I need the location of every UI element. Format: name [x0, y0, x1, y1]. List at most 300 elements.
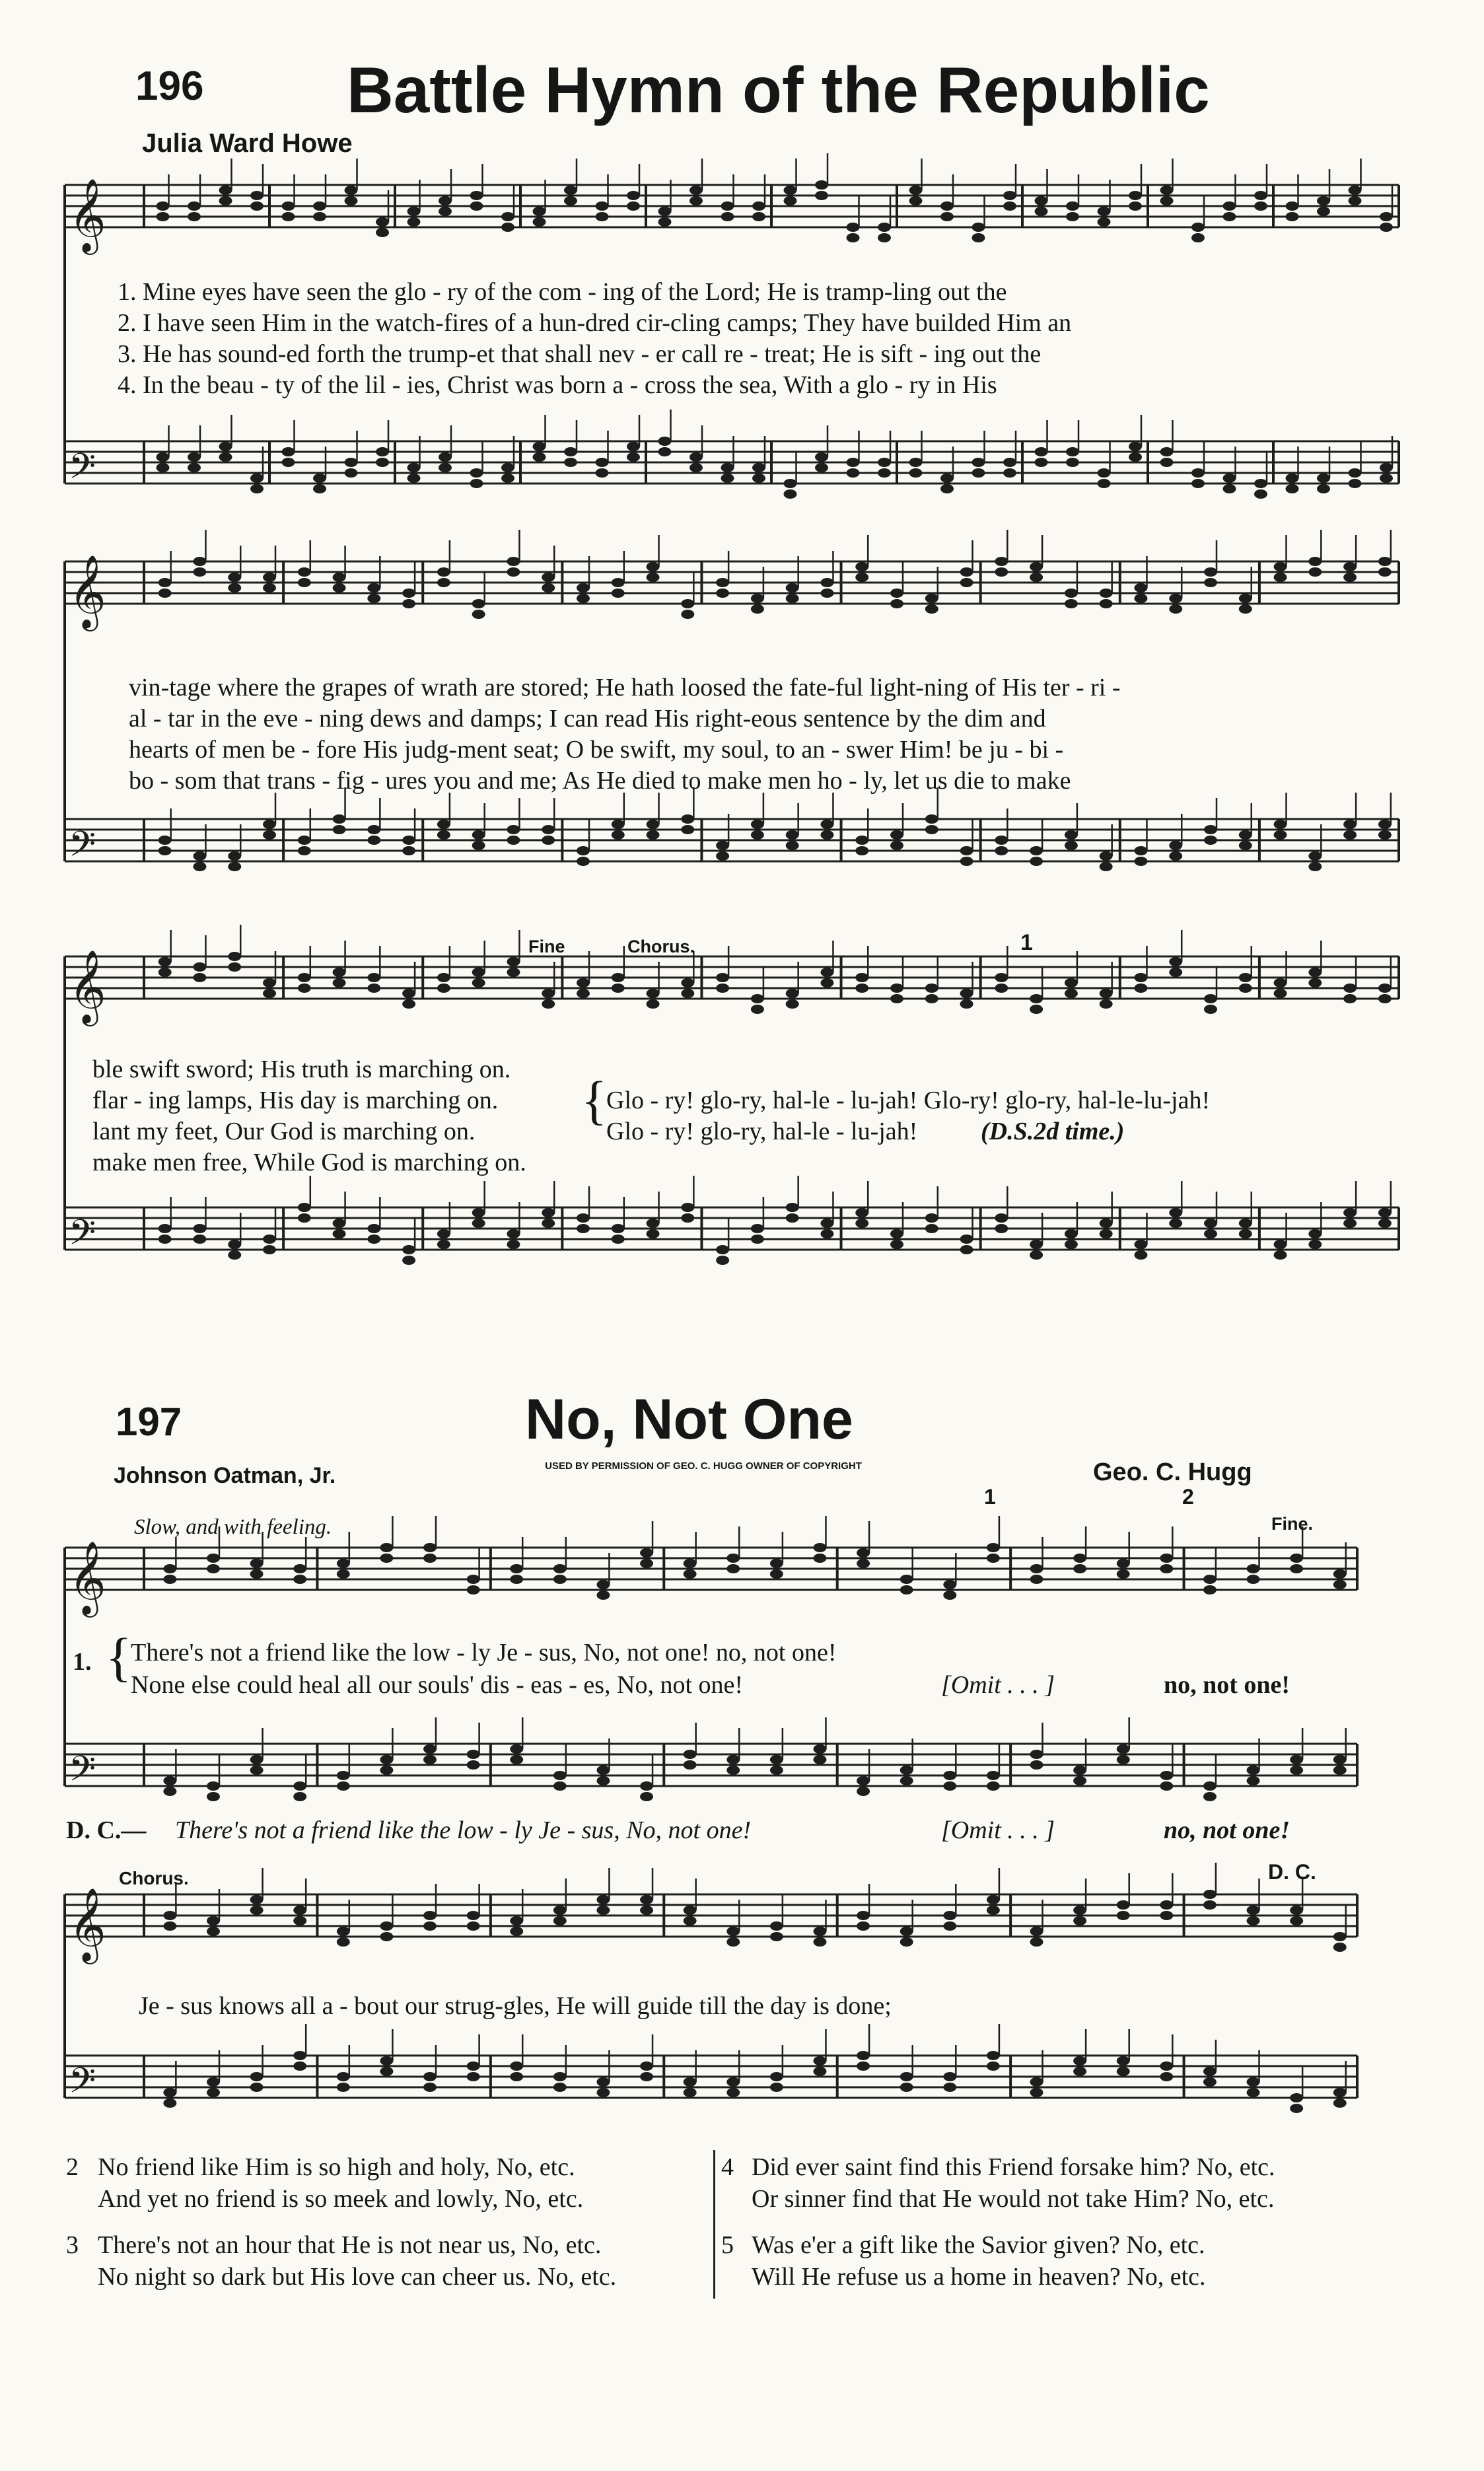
notehead [1349, 196, 1362, 205]
notehead [909, 458, 923, 467]
notehead [820, 978, 833, 987]
treble-clef-icon: 𝄞 [69, 949, 106, 1023]
notehead [1030, 857, 1043, 866]
notehead [263, 820, 276, 829]
notehead [770, 1932, 783, 1941]
notehead [1223, 484, 1236, 493]
lyrics-verse4-line1: 4. In the beau - ty of the lil - ies, Christ was born a - cross the sea, With a glo - ry in His [118, 371, 997, 399]
notehead [987, 1895, 1000, 1904]
notehead [640, 1792, 653, 1801]
notehead [813, 1927, 826, 1936]
notehead [337, 1569, 350, 1579]
notehead [640, 1895, 653, 1904]
notehead [163, 1921, 176, 1931]
notehead [1065, 830, 1078, 840]
notehead [423, 1554, 437, 1563]
bass-clef-icon: 𝄢 [69, 824, 96, 873]
notehead [1223, 201, 1236, 211]
notehead [995, 1213, 1008, 1223]
first-ending: 1 [1020, 930, 1033, 955]
notehead [263, 830, 276, 840]
notehead [337, 2083, 350, 2092]
notehead [751, 1224, 764, 1233]
notehead [250, 484, 264, 493]
notehead [716, 1245, 729, 1254]
notehead [684, 1559, 697, 1568]
notehead [890, 841, 903, 850]
notehead [219, 186, 232, 195]
notehead [1239, 841, 1252, 850]
notehead [298, 1213, 311, 1223]
notehead [1380, 223, 1393, 232]
notehead [1065, 589, 1078, 598]
notehead [596, 2088, 610, 2097]
notehead [770, 1766, 783, 1775]
notehead [207, 1792, 220, 1801]
notehead [900, 1575, 913, 1584]
notehead [960, 846, 973, 855]
verse-2-line-b: And yet no friend is so meek and lowly, No, etc. [98, 2185, 584, 2213]
notehead [751, 594, 764, 603]
notehead [337, 1937, 350, 1947]
notehead [157, 452, 170, 462]
notehead [298, 973, 311, 982]
notehead [813, 1755, 826, 1764]
notehead [1066, 447, 1079, 456]
notehead [627, 191, 640, 200]
notehead [1030, 1240, 1043, 1249]
lyrics-verse1-line1: 1. Mine eyes have seen the glo - ry of the com - ing of the Lord; He is tramp-ling out the [118, 278, 1007, 306]
notehead [313, 201, 326, 211]
notehead [1160, 1771, 1173, 1780]
dc-line: There's not a friend like the low - ly Je - sus, No, not one! [175, 1816, 752, 1844]
notehead [770, 1755, 783, 1764]
notehead [684, 1906, 697, 1915]
notehead [470, 468, 483, 478]
notehead [925, 984, 938, 993]
notehead [1317, 196, 1330, 205]
notehead [995, 567, 1008, 577]
notehead [228, 862, 241, 871]
verse-4-number: 4 [721, 2153, 734, 2181]
notehead [786, 583, 799, 592]
notehead [407, 474, 421, 483]
notehead [337, 2072, 350, 2081]
notehead [263, 1245, 276, 1254]
notehead [542, 825, 555, 834]
notehead [577, 1213, 590, 1223]
notehead [250, 1895, 264, 1904]
notehead [163, 1911, 176, 1920]
notehead [1065, 978, 1078, 987]
notehead [1066, 212, 1079, 221]
notehead [1333, 1943, 1347, 1952]
notehead [900, 2083, 913, 2092]
notehead [1117, 1744, 1130, 1754]
notehead [751, 830, 764, 840]
verse-5-line-a: Was e'er a gift like the Savior given? No, etc. [752, 2231, 1205, 2259]
notehead [1349, 468, 1362, 478]
notehead [752, 474, 765, 483]
notehead [726, 1554, 740, 1563]
notehead [402, 989, 415, 998]
notehead [1191, 233, 1205, 242]
notehead [1160, 186, 1174, 195]
notehead [1035, 196, 1048, 205]
notehead [627, 452, 640, 462]
notehead [577, 978, 590, 987]
notehead [612, 973, 625, 982]
notehead [1098, 468, 1111, 478]
notehead [596, 2077, 610, 2087]
notehead [890, 599, 903, 608]
notehead [533, 207, 546, 216]
notehead [890, 994, 903, 1003]
notehead [507, 957, 520, 966]
bass-clef-icon: 𝄢 [69, 2061, 96, 2110]
notehead [1030, 2077, 1043, 2087]
notehead [293, 1781, 306, 1791]
notehead [437, 1229, 450, 1238]
notehead [596, 458, 609, 467]
notehead [1134, 1240, 1147, 1249]
notehead [564, 458, 577, 467]
notehead [878, 458, 891, 467]
notehead [1030, 1937, 1043, 1947]
notehead [770, 2072, 783, 2081]
notehead [1003, 201, 1016, 211]
notehead [507, 1229, 520, 1238]
notehead [726, 2088, 740, 2097]
notehead [1003, 458, 1016, 467]
chorus-label: Chorus. [627, 937, 695, 956]
lyrics-verse1-line2: vin-tage where the grapes of wrath are stored; He hath loosed the fate-ful light-ning of His ter - ri - [129, 674, 1121, 701]
notehead [684, 2077, 697, 2087]
notehead [658, 217, 672, 227]
notehead [553, 1771, 567, 1780]
notehead [820, 968, 833, 977]
notehead [820, 820, 833, 829]
notehead [1274, 830, 1287, 840]
notehead [681, 814, 694, 824]
notehead [1160, 2061, 1173, 2071]
notehead [1254, 479, 1267, 488]
notehead [423, 1921, 437, 1931]
notehead [726, 1766, 740, 1775]
notehead [1030, 573, 1043, 582]
notehead [1003, 191, 1016, 200]
notehead [1274, 820, 1287, 829]
notehead [1169, 604, 1182, 614]
notehead [1100, 999, 1113, 1009]
notehead [1030, 562, 1043, 571]
notehead [1247, 1906, 1260, 1915]
notehead [681, 1213, 694, 1223]
notehead [1290, 1755, 1303, 1764]
notehead [1247, 1575, 1260, 1584]
notehead [337, 1771, 350, 1780]
notehead [193, 1224, 206, 1233]
notehead [376, 447, 389, 456]
notehead [627, 442, 640, 451]
notehead [987, 2051, 1000, 2060]
notehead [1073, 1554, 1086, 1563]
notehead [925, 825, 938, 834]
verse-5-number: 5 [721, 2231, 734, 2259]
notehead [857, 1559, 870, 1568]
notehead [542, 573, 555, 582]
notehead [900, 1927, 913, 1936]
notehead [1073, 1564, 1086, 1573]
notehead [367, 973, 380, 982]
notehead [423, 2083, 437, 2092]
hymn-number-197: 197 [116, 1400, 182, 1444]
notehead [784, 479, 797, 488]
notehead [1286, 484, 1299, 493]
notehead [1349, 186, 1362, 195]
notehead [726, 2077, 740, 2087]
notehead [250, 474, 264, 483]
notehead [751, 820, 764, 829]
notehead [1343, 573, 1357, 582]
notehead [1380, 474, 1393, 483]
notehead [1035, 447, 1048, 456]
notehead [228, 962, 241, 972]
notehead [681, 599, 694, 608]
notehead [333, 814, 346, 824]
notehead [1378, 567, 1392, 577]
notehead [1169, 957, 1182, 966]
lyrics-verse2-line3: flar - ing lamps, His day is marching on. [92, 1087, 499, 1114]
notehead [721, 201, 734, 211]
notehead [282, 201, 295, 211]
notehead [1117, 1559, 1130, 1568]
notehead [1134, 594, 1147, 603]
notehead [470, 191, 483, 200]
notehead [333, 583, 346, 592]
notehead [437, 578, 450, 587]
notehead [1286, 212, 1299, 221]
lyrics-verse4-line3: make men free, While God is marching on. [92, 1149, 526, 1176]
notehead [1003, 468, 1016, 478]
dc-omit: [Omit . . . ] [941, 1816, 1055, 1844]
notehead [1117, 1900, 1130, 1910]
notehead [786, 830, 799, 840]
notehead [1239, 1229, 1252, 1238]
notehead [228, 1250, 241, 1260]
chorus-line1: Glo - ry! glo-ry, hal-le - lu-jah! Glo-ry! glo-ry, hal-le-lu-jah! [606, 1087, 1211, 1114]
notehead [1073, 2056, 1086, 2065]
notehead [467, 1575, 480, 1584]
notehead [402, 1256, 415, 1265]
notehead [298, 846, 311, 855]
notehead [909, 468, 923, 478]
notehead [751, 994, 764, 1003]
notehead [219, 452, 232, 462]
notehead [507, 836, 520, 845]
notehead [1378, 557, 1392, 566]
notehead [726, 1927, 740, 1936]
notehead [1073, 1766, 1086, 1775]
notehead [721, 474, 734, 483]
notehead [467, 1921, 480, 1931]
verse-number: 1. [73, 1648, 92, 1676]
lyrics-verse2-line1: 2. I have seen Him in the watch-fires of a hun-dred cir-cling camps; They have builded Him an [118, 309, 1072, 337]
notehead [1223, 212, 1236, 221]
notehead [1247, 2077, 1260, 2087]
notehead [627, 201, 640, 211]
notehead [820, 1229, 833, 1238]
notehead [193, 973, 206, 982]
notehead [437, 984, 450, 993]
notehead [1073, 2067, 1086, 2076]
notehead [333, 573, 346, 582]
notehead [510, 2072, 523, 2081]
notehead [313, 484, 326, 493]
verse-4-line-b: Or sinner find that He would not take Him? No, etc. [752, 2185, 1275, 2213]
notehead [716, 841, 729, 850]
notehead [612, 589, 625, 598]
treble-clef-icon: 𝄞 [69, 554, 106, 628]
notehead [647, 1229, 660, 1238]
notehead [159, 578, 172, 587]
notehead [689, 452, 703, 462]
notehead [1066, 458, 1079, 467]
notehead [1317, 207, 1330, 216]
notehead [596, 212, 609, 221]
notehead [890, 589, 903, 598]
notehead [472, 1219, 485, 1228]
notehead [1308, 567, 1322, 577]
notehead [847, 468, 860, 478]
notehead [751, 1005, 764, 1014]
hymn-title-197: No, Not One [525, 1388, 853, 1451]
notehead [188, 201, 201, 211]
notehead [1035, 207, 1048, 216]
notehead [900, 1937, 913, 1947]
notehead [857, 1776, 870, 1785]
notehead [533, 442, 546, 451]
notehead [1317, 484, 1330, 493]
notehead [784, 489, 797, 499]
notehead [472, 841, 485, 850]
notehead [1286, 474, 1299, 483]
notehead [751, 1235, 764, 1244]
notehead [1204, 1005, 1217, 1014]
notehead [689, 196, 703, 205]
notehead [1239, 830, 1252, 840]
notehead [1254, 201, 1267, 211]
notehead [533, 217, 546, 227]
notehead [857, 2051, 870, 2060]
notehead [193, 567, 206, 577]
notehead [402, 589, 415, 598]
notehead [900, 1776, 913, 1785]
notehead [1203, 1792, 1217, 1801]
notehead [553, 1906, 567, 1915]
notehead [553, 2072, 567, 2081]
author: Julia Ward Howe [142, 129, 353, 158]
notehead [337, 1781, 350, 1791]
notehead [1308, 1240, 1322, 1249]
notehead [684, 1760, 697, 1770]
notehead [293, 1564, 306, 1573]
notehead [163, 1776, 176, 1785]
notehead [250, 1569, 264, 1579]
notehead [437, 1240, 450, 1249]
notehead [612, 820, 625, 829]
notehead [193, 1235, 206, 1244]
notehead [943, 1771, 956, 1780]
notehead [752, 201, 765, 211]
notehead [367, 984, 380, 993]
notehead [577, 594, 590, 603]
notehead [855, 836, 868, 845]
notehead [159, 589, 172, 598]
notehead [510, 1927, 523, 1936]
notehead [596, 1906, 610, 1915]
notehead [1191, 223, 1205, 232]
notehead [439, 207, 452, 216]
notehead [1035, 458, 1048, 467]
notehead [684, 1916, 697, 1925]
notehead [380, 1766, 393, 1775]
notehead [159, 968, 172, 977]
notehead [972, 223, 985, 232]
notehead [770, 1559, 783, 1568]
notehead [159, 846, 172, 855]
notehead [367, 594, 380, 603]
notehead [1191, 468, 1205, 478]
notehead [815, 180, 828, 190]
notehead [596, 1591, 610, 1600]
notehead [439, 196, 452, 205]
notehead [1098, 479, 1111, 488]
notehead [1066, 201, 1079, 211]
notehead [298, 836, 311, 845]
notehead [647, 573, 660, 582]
notehead [1030, 1575, 1043, 1584]
notehead [987, 1771, 1000, 1780]
notehead [542, 999, 555, 1009]
notehead [1160, 196, 1174, 205]
notehead [1239, 973, 1252, 982]
notehead [1129, 452, 1142, 462]
notehead [1343, 830, 1357, 840]
notehead [423, 1543, 437, 1552]
notehead [402, 999, 415, 1009]
notehead [193, 962, 206, 972]
notehead [1117, 1755, 1130, 1764]
notehead [470, 201, 483, 211]
notehead [647, 830, 660, 840]
notehead [1290, 1564, 1303, 1573]
notehead [1030, 1750, 1043, 1759]
bass-clef-icon: 𝄢 [69, 447, 96, 495]
notehead [228, 952, 241, 961]
notehead [1290, 1906, 1303, 1915]
notehead [1239, 594, 1252, 603]
notehead [1247, 1916, 1260, 1925]
notehead [1169, 968, 1182, 977]
notehead [1308, 557, 1322, 566]
notehead [1191, 479, 1205, 488]
notehead [407, 463, 421, 472]
treble-clef-icon: 𝄞 [69, 178, 106, 252]
notehead [507, 968, 520, 977]
notehead [972, 233, 985, 242]
notehead [1100, 1229, 1113, 1238]
